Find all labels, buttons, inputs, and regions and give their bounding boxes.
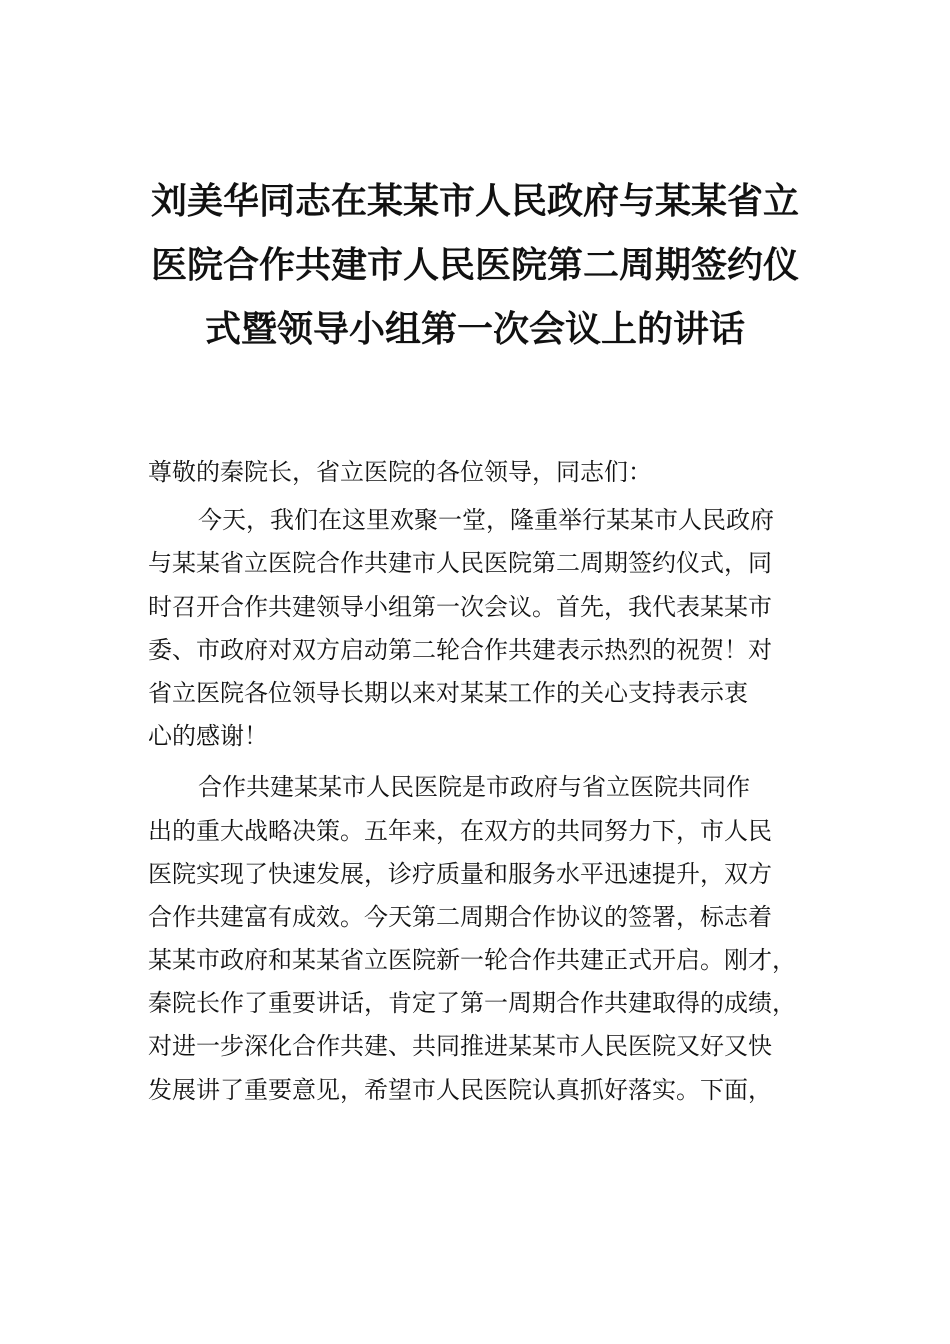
document-body <box>148 451 838 1112</box>
paragraph-line: 医院实现了快速发展，诊疗质量和服务水平迅速提升，双方 <box>148 859 772 888</box>
paragraph-line: 与某某省立医院合作共建市人民医院第二周期签约仪式，同 <box>148 549 772 578</box>
paragraph-line: 出的重大战略决策。五年来，在双方的共同努力下，市人民 <box>148 816 772 845</box>
title-line: 式暨领导小组第一次会议上的讲话 <box>204 309 745 350</box>
paragraph-line: 某某市政府和某某省立医院新一轮合作共建正式开启。刚才， <box>148 946 796 975</box>
paragraph-line: 合作共建富有成效。今天第二周期合作协议的签署，标志着 <box>148 902 772 931</box>
paragraph-line: 心的感谢！ <box>148 722 268 751</box>
paragraph-line: 委、市政府对双方启动第二轮合作共建表示热烈的祝贺！对 <box>148 635 772 664</box>
paragraph-2 <box>148 766 838 1112</box>
paragraph-line: 时召开合作共建领导小组第一次会议。首先，我代表某某市 <box>148 592 772 621</box>
paragraph-line: 秦院长作了重要讲话，肯定了第一周期合作共建取得的成绩， <box>148 989 796 1018</box>
title-line: 刘美华同志在某某市人民政府与某某省立 <box>150 181 799 222</box>
paragraph-line: 合作共建某某市人民医院是市政府与省立医院共同作 <box>198 773 750 802</box>
paragraph-line: 今天，我们在这里欢聚一堂，隆重举行某某市人民政府 <box>198 506 774 535</box>
paragraph-1 <box>148 499 838 758</box>
document-title <box>120 170 830 362</box>
title-line: 医院合作共建市人民医院第二周期签约仪 <box>150 245 799 286</box>
paragraph-line: 对进一步深化合作共建、共同推进某某市人民医院又好又快 <box>148 1032 772 1061</box>
salutation: 尊敬的秦院长，省立医院的各位领导，同志们： <box>148 458 652 486</box>
paragraph-line: 发展讲了重要意见，希望市人民医院认真抓好落实。下面， <box>148 1075 772 1104</box>
paragraph-line: 省立医院各位领导长期以来对某某工作的关心支持表示衷 <box>148 678 748 707</box>
